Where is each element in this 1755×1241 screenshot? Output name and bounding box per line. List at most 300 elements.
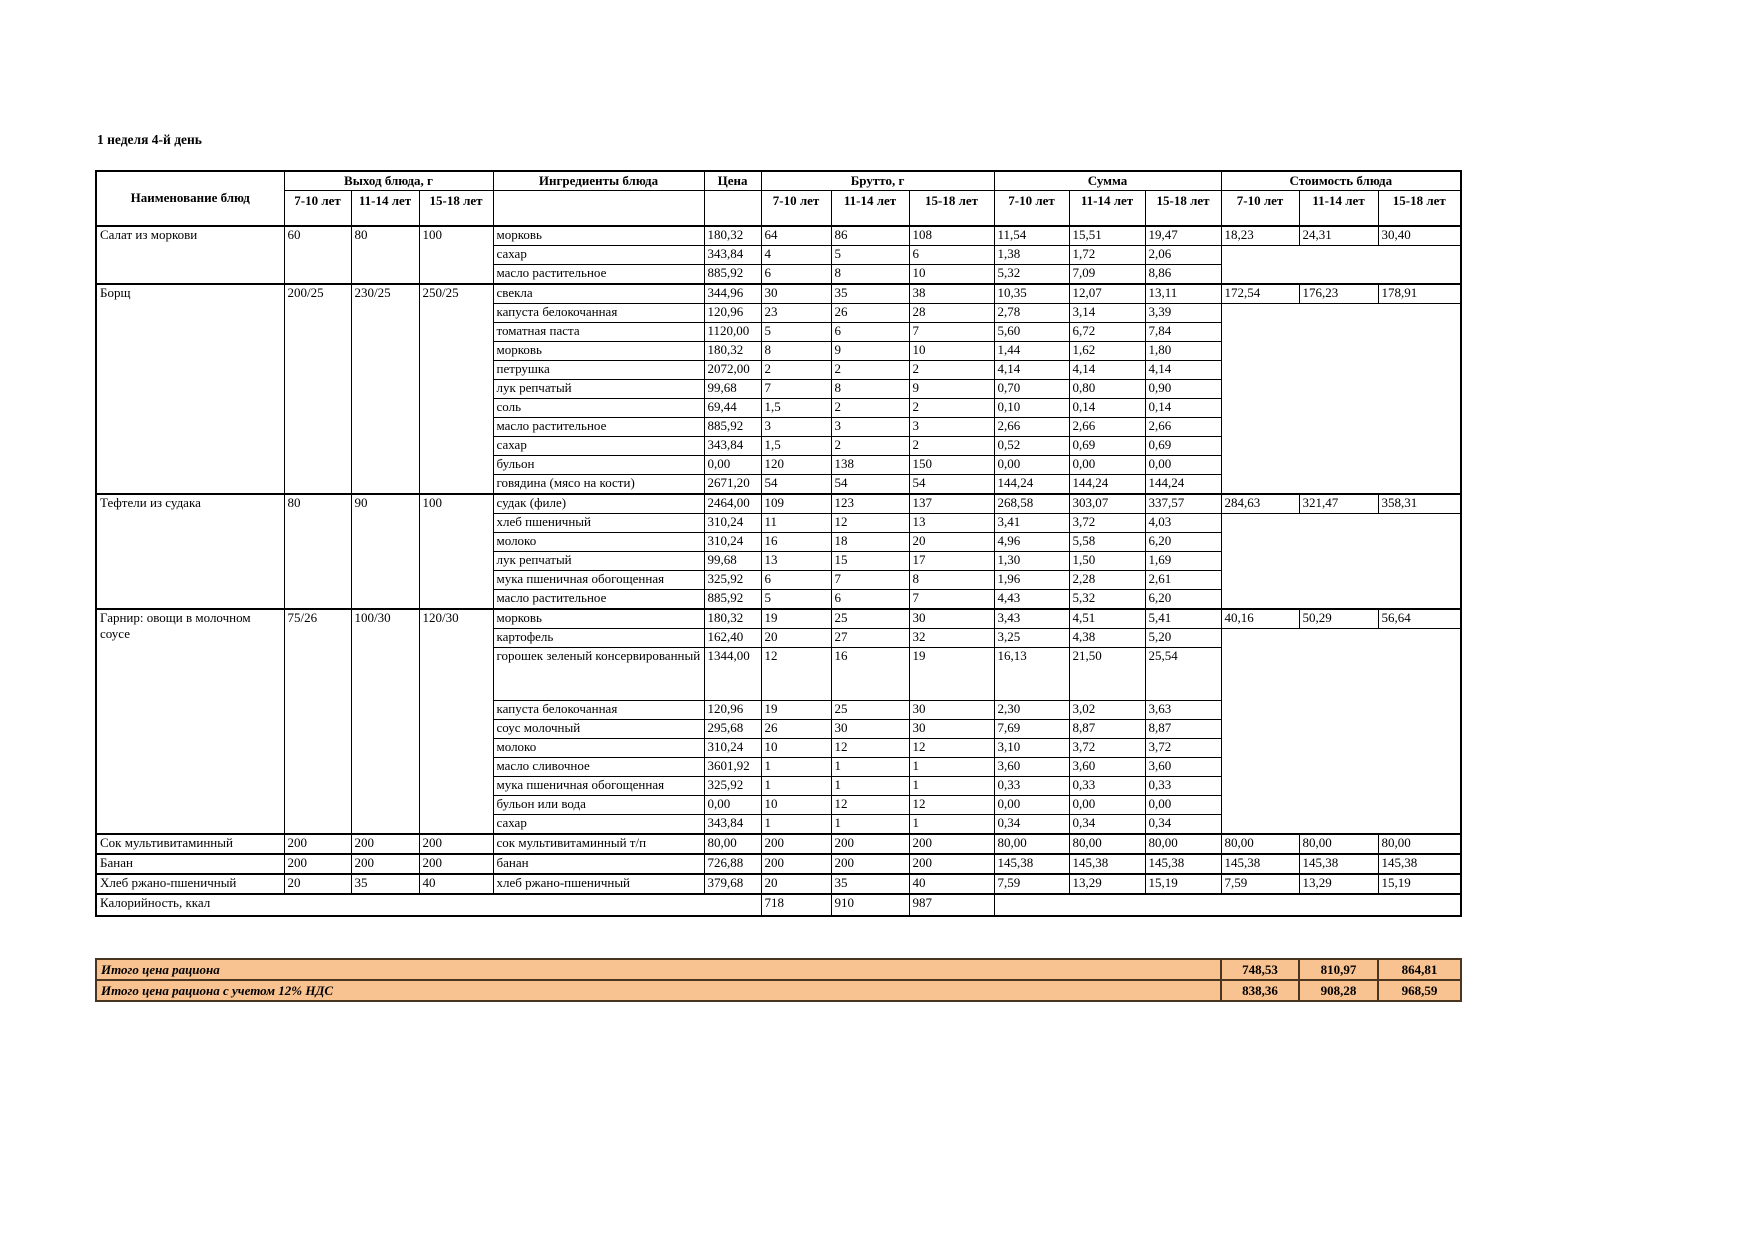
gross-cell: 1 bbox=[761, 814, 831, 834]
gross-cell: 23 bbox=[761, 303, 831, 322]
header-gross-age-2: 11-14 лет bbox=[831, 191, 909, 226]
cost-cell: 172,54 bbox=[1221, 284, 1299, 304]
gross-cell: 1 bbox=[761, 757, 831, 776]
sum-cell: 12,07 bbox=[1069, 284, 1145, 304]
gross-cell: 123 bbox=[831, 494, 909, 514]
ingredient-cell: горошек зеленый консервированный bbox=[493, 647, 704, 700]
ingredient-cell: соль bbox=[493, 398, 704, 417]
output-cell: 100 bbox=[419, 494, 493, 609]
gross-cell: 40 bbox=[909, 874, 994, 894]
sum-cell: 19,47 bbox=[1145, 226, 1221, 246]
gross-cell: 26 bbox=[831, 303, 909, 322]
gross-cell: 150 bbox=[909, 455, 994, 474]
gross-cell: 35 bbox=[831, 874, 909, 894]
ingredient-cell: говядина (мясо на кости) bbox=[493, 474, 704, 494]
cost-cell: 56,64 bbox=[1378, 609, 1461, 629]
price-cell: 343,84 bbox=[704, 436, 761, 455]
sum-cell: 0,00 bbox=[1145, 795, 1221, 814]
sum-cell: 4,51 bbox=[1069, 609, 1145, 629]
gross-cell: 19 bbox=[909, 647, 994, 700]
gross-cell: 54 bbox=[831, 474, 909, 494]
gross-cell: 10 bbox=[761, 795, 831, 814]
gross-cell: 200 bbox=[909, 854, 994, 874]
dish-name-cell: Тефтели из судака bbox=[96, 494, 284, 609]
gross-cell: 26 bbox=[761, 719, 831, 738]
gross-cell: 6 bbox=[761, 570, 831, 589]
ingredient-cell: молоко bbox=[493, 532, 704, 551]
gross-cell: 38 bbox=[909, 284, 994, 304]
sum-cell: 10,35 bbox=[994, 284, 1069, 304]
sum-cell: 0,14 bbox=[1145, 398, 1221, 417]
sum-cell: 6,72 bbox=[1069, 322, 1145, 341]
ingredient-cell: масло сливочное bbox=[493, 757, 704, 776]
sum-cell: 0,00 bbox=[1145, 455, 1221, 474]
price-cell: 325,92 bbox=[704, 570, 761, 589]
sum-cell: 15,51 bbox=[1069, 226, 1145, 246]
ingredient-cell: бульон bbox=[493, 455, 704, 474]
ingredient-cell: сахар bbox=[493, 245, 704, 264]
sum-cell: 3,10 bbox=[994, 738, 1069, 757]
cost-cell: 15,19 bbox=[1378, 874, 1461, 894]
cost-cell: 358,31 bbox=[1378, 494, 1461, 514]
sum-cell: 25,54 bbox=[1145, 647, 1221, 700]
header-output-age-3: 15-18 лет bbox=[419, 191, 493, 226]
ingredient-cell: соус молочный bbox=[493, 719, 704, 738]
sum-cell: 80,00 bbox=[1145, 834, 1221, 854]
sum-cell: 8,87 bbox=[1145, 719, 1221, 738]
price-cell: 310,24 bbox=[704, 513, 761, 532]
output-cell: 90 bbox=[351, 494, 419, 609]
cost-cell: 145,38 bbox=[1299, 854, 1378, 874]
gross-cell: 30 bbox=[909, 700, 994, 719]
sum-cell: 4,38 bbox=[1069, 628, 1145, 647]
gross-cell: 1 bbox=[831, 757, 909, 776]
sum-cell: 4,14 bbox=[1069, 360, 1145, 379]
output-cell: 75/26 bbox=[284, 609, 351, 834]
gross-cell: 6 bbox=[761, 264, 831, 284]
gross-cell: 3 bbox=[761, 417, 831, 436]
gross-cell: 1 bbox=[909, 757, 994, 776]
sum-cell: 5,41 bbox=[1145, 609, 1221, 629]
sum-cell: 1,50 bbox=[1069, 551, 1145, 570]
gross-cell: 25 bbox=[831, 609, 909, 629]
sum-cell: 144,24 bbox=[1145, 474, 1221, 494]
header-cost-group: Стоимость блюда bbox=[1221, 171, 1461, 191]
gross-cell: 6 bbox=[909, 245, 994, 264]
output-cell: 200 bbox=[419, 854, 493, 874]
totals-value: 864,81 bbox=[1378, 959, 1461, 980]
header-gross-age-3: 15-18 лет bbox=[909, 191, 994, 226]
sum-cell: 5,60 bbox=[994, 322, 1069, 341]
dish-name-cell: Салат из моркови bbox=[96, 226, 284, 284]
price-cell: 310,24 bbox=[704, 532, 761, 551]
sum-cell: 1,80 bbox=[1145, 341, 1221, 360]
gross-cell: 1,5 bbox=[761, 398, 831, 417]
gross-cell: 20 bbox=[761, 628, 831, 647]
calories-value-cell: 987 bbox=[909, 894, 994, 916]
output-cell: 80 bbox=[284, 494, 351, 609]
totals-vat-value: 908,28 bbox=[1299, 980, 1378, 1001]
gross-cell: 1 bbox=[909, 814, 994, 834]
sum-cell: 80,00 bbox=[1069, 834, 1145, 854]
ingredient-cell: масло растительное bbox=[493, 417, 704, 436]
sum-cell: 3,60 bbox=[1069, 757, 1145, 776]
header-row-ages bbox=[96, 191, 1461, 226]
sum-cell: 4,14 bbox=[1145, 360, 1221, 379]
gross-cell: 137 bbox=[909, 494, 994, 514]
cost-cell: 50,29 bbox=[1299, 609, 1378, 629]
price-cell: 99,68 bbox=[704, 551, 761, 570]
gross-cell: 8 bbox=[909, 570, 994, 589]
gross-cell: 200 bbox=[761, 854, 831, 874]
sum-cell: 0,34 bbox=[1069, 814, 1145, 834]
totals-row bbox=[96, 959, 1461, 980]
price-cell: 885,92 bbox=[704, 589, 761, 609]
gross-cell: 8 bbox=[831, 264, 909, 284]
header-cost-age-3: 15-18 лет bbox=[1378, 191, 1461, 226]
header-sum-group: Сумма bbox=[994, 171, 1221, 191]
sum-cell: 7,59 bbox=[994, 874, 1069, 894]
sum-cell: 80,00 bbox=[994, 834, 1069, 854]
ingredient-row bbox=[96, 226, 1461, 246]
sum-cell: 13,11 bbox=[1145, 284, 1221, 304]
page-title: 1 неделя 4-й день bbox=[97, 132, 202, 147]
gross-cell: 16 bbox=[831, 647, 909, 700]
gross-cell: 9 bbox=[831, 341, 909, 360]
gross-cell: 200 bbox=[761, 834, 831, 854]
gross-cell: 20 bbox=[761, 874, 831, 894]
price-cell: 379,68 bbox=[704, 874, 761, 894]
price-cell: 99,68 bbox=[704, 379, 761, 398]
gross-cell: 25 bbox=[831, 700, 909, 719]
sum-cell: 1,62 bbox=[1069, 341, 1145, 360]
sum-cell: 1,38 bbox=[994, 245, 1069, 264]
output-cell: 35 bbox=[351, 874, 419, 894]
gross-cell: 35 bbox=[831, 284, 909, 304]
gross-cell: 30 bbox=[909, 609, 994, 629]
sum-cell: 2,06 bbox=[1145, 245, 1221, 264]
sum-cell: 1,69 bbox=[1145, 551, 1221, 570]
gross-cell: 10 bbox=[761, 738, 831, 757]
sum-cell: 0,00 bbox=[994, 455, 1069, 474]
sum-cell: 8,87 bbox=[1069, 719, 1145, 738]
sum-cell: 3,60 bbox=[994, 757, 1069, 776]
ingredient-cell: морковь bbox=[493, 609, 704, 629]
header-sum-age-2: 11-14 лет bbox=[1069, 191, 1145, 226]
header-gross-age-1: 7-10 лет bbox=[761, 191, 831, 226]
totals-vat-row bbox=[96, 980, 1461, 1001]
price-cell: 295,68 bbox=[704, 719, 761, 738]
sum-cell: 3,02 bbox=[1069, 700, 1145, 719]
price-cell: 325,92 bbox=[704, 776, 761, 795]
cost-cell: 321,47 bbox=[1299, 494, 1378, 514]
gross-cell: 2 bbox=[909, 360, 994, 379]
sum-cell: 3,43 bbox=[994, 609, 1069, 629]
sum-cell: 6,20 bbox=[1145, 532, 1221, 551]
gross-cell: 200 bbox=[909, 834, 994, 854]
sum-cell: 4,14 bbox=[994, 360, 1069, 379]
output-cell: 200 bbox=[284, 834, 351, 854]
gross-cell: 27 bbox=[831, 628, 909, 647]
gross-cell: 17 bbox=[909, 551, 994, 570]
sum-cell: 5,32 bbox=[1069, 589, 1145, 609]
price-cell: 180,32 bbox=[704, 341, 761, 360]
sum-cell: 7,84 bbox=[1145, 322, 1221, 341]
sum-cell: 3,63 bbox=[1145, 700, 1221, 719]
ingredient-cell: капуста белокочанная bbox=[493, 700, 704, 719]
cost-cell: 24,31 bbox=[1299, 226, 1378, 246]
header-price-empty bbox=[704, 191, 761, 226]
sum-cell: 11,54 bbox=[994, 226, 1069, 246]
ingredient-cell: морковь bbox=[493, 226, 704, 246]
sum-cell: 4,43 bbox=[994, 589, 1069, 609]
price-cell: 120,96 bbox=[704, 700, 761, 719]
dish-name-cell: Банан bbox=[96, 854, 284, 874]
totals-label: Итого цена рациона bbox=[96, 959, 1221, 980]
price-cell: 885,92 bbox=[704, 417, 761, 436]
cost-cell: 80,00 bbox=[1221, 834, 1299, 854]
sum-cell: 2,30 bbox=[994, 700, 1069, 719]
sum-cell: 1,96 bbox=[994, 570, 1069, 589]
sum-cell: 0,00 bbox=[1069, 795, 1145, 814]
sum-cell: 337,57 bbox=[1145, 494, 1221, 514]
sum-cell: 0,52 bbox=[994, 436, 1069, 455]
gross-cell: 7 bbox=[831, 570, 909, 589]
ingredient-cell: бульон или вода bbox=[493, 795, 704, 814]
gross-cell: 2 bbox=[831, 360, 909, 379]
gross-cell: 18 bbox=[831, 532, 909, 551]
price-cell: 2464,00 bbox=[704, 494, 761, 514]
output-cell: 250/25 bbox=[419, 284, 493, 494]
sum-cell: 2,66 bbox=[1069, 417, 1145, 436]
sum-cell: 3,39 bbox=[1145, 303, 1221, 322]
gross-cell: 30 bbox=[831, 719, 909, 738]
sum-cell: 0,00 bbox=[994, 795, 1069, 814]
gross-cell: 15 bbox=[831, 551, 909, 570]
sum-cell: 2,66 bbox=[1145, 417, 1221, 436]
sum-cell: 3,14 bbox=[1069, 303, 1145, 322]
sum-cell: 16,13 bbox=[994, 647, 1069, 700]
dish-name-cell: Хлеб ржано-пшеничный bbox=[96, 874, 284, 894]
ingredient-cell: масло растительное bbox=[493, 589, 704, 609]
cost-cell: 145,38 bbox=[1378, 854, 1461, 874]
sum-cell: 5,32 bbox=[994, 264, 1069, 284]
output-cell: 200 bbox=[284, 854, 351, 874]
price-cell: 1344,00 bbox=[704, 647, 761, 700]
price-cell: 180,32 bbox=[704, 609, 761, 629]
gross-cell: 28 bbox=[909, 303, 994, 322]
sum-cell: 0,69 bbox=[1145, 436, 1221, 455]
sum-cell: 0,10 bbox=[994, 398, 1069, 417]
sum-cell: 0,33 bbox=[1069, 776, 1145, 795]
output-cell: 60 bbox=[284, 226, 351, 284]
sum-cell: 0,90 bbox=[1145, 379, 1221, 398]
sum-cell: 303,07 bbox=[1069, 494, 1145, 514]
price-cell: 80,00 bbox=[704, 834, 761, 854]
gross-cell: 5 bbox=[761, 322, 831, 341]
cost-cell: 80,00 bbox=[1299, 834, 1378, 854]
gross-cell: 108 bbox=[909, 226, 994, 246]
ingredient-cell: петрушка bbox=[493, 360, 704, 379]
gross-cell: 2 bbox=[909, 398, 994, 417]
ingredient-cell: морковь bbox=[493, 341, 704, 360]
header-price: Цена bbox=[704, 171, 761, 191]
ingredient-row bbox=[96, 609, 1461, 629]
totals-vat-label: Итого цена рациона с учетом 12% НДС bbox=[96, 980, 1221, 1001]
ingredient-cell: томатная паста bbox=[493, 322, 704, 341]
sum-cell: 0,34 bbox=[1145, 814, 1221, 834]
sum-cell: 0,00 bbox=[1069, 455, 1145, 474]
header-dish-name: Наименование блюд bbox=[96, 171, 284, 226]
ingredient-cell: мука пшеничная обогощенная bbox=[493, 776, 704, 795]
output-cell: 120/30 bbox=[419, 609, 493, 834]
dish-name-cell: Борщ bbox=[96, 284, 284, 494]
output-cell: 200 bbox=[351, 854, 419, 874]
gross-cell: 1 bbox=[761, 776, 831, 795]
gross-cell: 30 bbox=[909, 719, 994, 738]
ingredient-row bbox=[96, 494, 1461, 514]
totals-vat-value: 968,59 bbox=[1378, 980, 1461, 1001]
gross-cell: 5 bbox=[831, 245, 909, 264]
header-ingredients: Ингредиенты блюда bbox=[493, 171, 704, 191]
gross-cell: 109 bbox=[761, 494, 831, 514]
sum-cell: 145,38 bbox=[994, 854, 1069, 874]
gross-cell: 5 bbox=[761, 589, 831, 609]
price-cell: 162,40 bbox=[704, 628, 761, 647]
calories-value-cell: 910 bbox=[831, 894, 909, 916]
price-cell: 726,88 bbox=[704, 854, 761, 874]
gross-cell: 1 bbox=[909, 776, 994, 795]
sum-cell: 144,24 bbox=[994, 474, 1069, 494]
gross-cell: 12 bbox=[909, 738, 994, 757]
gross-cell: 2 bbox=[831, 398, 909, 417]
ingredient-cell: свекла bbox=[493, 284, 704, 304]
cost-merged-cell bbox=[1221, 303, 1461, 494]
gross-cell: 6 bbox=[831, 589, 909, 609]
price-cell: 344,96 bbox=[704, 284, 761, 304]
ingredient-cell: банан bbox=[493, 854, 704, 874]
menu-table bbox=[95, 170, 1462, 917]
sum-cell: 2,61 bbox=[1145, 570, 1221, 589]
gross-cell: 9 bbox=[909, 379, 994, 398]
sum-cell: 1,44 bbox=[994, 341, 1069, 360]
header-output-age-2: 11-14 лет bbox=[351, 191, 419, 226]
output-cell: 40 bbox=[419, 874, 493, 894]
header-output-age-1: 7-10 лет bbox=[284, 191, 351, 226]
gross-cell: 1 bbox=[831, 814, 909, 834]
ingredient-cell: хлеб ржано-пшеничный bbox=[493, 874, 704, 894]
gross-cell: 120 bbox=[761, 455, 831, 474]
totals-vat-value: 838,36 bbox=[1221, 980, 1299, 1001]
totals-value: 810,97 bbox=[1299, 959, 1378, 980]
price-cell: 2072,00 bbox=[704, 360, 761, 379]
output-cell: 200 bbox=[351, 834, 419, 854]
gross-cell: 1 bbox=[831, 776, 909, 795]
dish-name-cell: Сок мультивитаминный bbox=[96, 834, 284, 854]
gross-cell: 200 bbox=[831, 834, 909, 854]
header-sum-age-1: 7-10 лет bbox=[994, 191, 1069, 226]
ingredient-cell: мука пшеничная обогощенная bbox=[493, 570, 704, 589]
sum-cell: 5,20 bbox=[1145, 628, 1221, 647]
gross-cell: 8 bbox=[831, 379, 909, 398]
gross-cell: 32 bbox=[909, 628, 994, 647]
gross-cell: 2 bbox=[761, 360, 831, 379]
gross-cell: 2 bbox=[909, 436, 994, 455]
cost-cell: 284,63 bbox=[1221, 494, 1299, 514]
gross-cell: 11 bbox=[761, 513, 831, 532]
price-cell: 2671,20 bbox=[704, 474, 761, 494]
ingredient-cell: сахар bbox=[493, 436, 704, 455]
sum-cell: 1,72 bbox=[1069, 245, 1145, 264]
sum-cell: 0,80 bbox=[1069, 379, 1145, 398]
ingredient-row bbox=[96, 854, 1461, 874]
calories-label-cell: Калорийность, ккал bbox=[96, 894, 761, 916]
sum-cell: 145,38 bbox=[1145, 854, 1221, 874]
gross-cell: 10 bbox=[909, 341, 994, 360]
sum-cell: 3,60 bbox=[1145, 757, 1221, 776]
gross-cell: 7 bbox=[761, 379, 831, 398]
gross-cell: 3 bbox=[831, 417, 909, 436]
gross-cell: 19 bbox=[761, 700, 831, 719]
sum-cell: 268,58 bbox=[994, 494, 1069, 514]
ingredient-cell: молоко bbox=[493, 738, 704, 757]
calories-value-cell: 718 bbox=[761, 894, 831, 916]
output-cell: 100 bbox=[419, 226, 493, 284]
output-cell: 200 bbox=[419, 834, 493, 854]
ingredient-cell: хлеб пшеничный bbox=[493, 513, 704, 532]
cost-cell: 145,38 bbox=[1221, 854, 1299, 874]
header-gross-group: Брутто, г bbox=[761, 171, 994, 191]
sum-cell: 0,33 bbox=[1145, 776, 1221, 795]
sum-cell: 0,14 bbox=[1069, 398, 1145, 417]
gross-cell: 86 bbox=[831, 226, 909, 246]
ingredient-cell: лук репчатый bbox=[493, 379, 704, 398]
ingredient-row bbox=[96, 874, 1461, 894]
price-cell: 3601,92 bbox=[704, 757, 761, 776]
sum-cell: 7,09 bbox=[1069, 264, 1145, 284]
ingredient-cell: судак (филе) bbox=[493, 494, 704, 514]
sum-cell: 145,38 bbox=[1069, 854, 1145, 874]
sum-cell: 21,50 bbox=[1069, 647, 1145, 700]
gross-cell: 20 bbox=[909, 532, 994, 551]
ingredient-row bbox=[96, 284, 1461, 304]
price-cell: 120,96 bbox=[704, 303, 761, 322]
totals-table bbox=[95, 958, 1462, 1002]
ingredient-cell: лук репчатый bbox=[493, 551, 704, 570]
gross-cell: 13 bbox=[909, 513, 994, 532]
sum-cell: 3,72 bbox=[1145, 738, 1221, 757]
gross-cell: 30 bbox=[761, 284, 831, 304]
price-cell: 1120,00 bbox=[704, 322, 761, 341]
header-row-groups bbox=[96, 171, 1461, 191]
sum-cell: 4,03 bbox=[1145, 513, 1221, 532]
gross-cell: 54 bbox=[909, 474, 994, 494]
ingredient-cell: картофель bbox=[493, 628, 704, 647]
gross-cell: 8 bbox=[761, 341, 831, 360]
cost-cell: 7,59 bbox=[1221, 874, 1299, 894]
totals-value: 748,53 bbox=[1221, 959, 1299, 980]
gross-cell: 12 bbox=[831, 513, 909, 532]
price-cell: 310,24 bbox=[704, 738, 761, 757]
sum-cell: 8,86 bbox=[1145, 264, 1221, 284]
gross-cell: 2 bbox=[831, 436, 909, 455]
menu-table-body bbox=[96, 226, 1461, 916]
ingredient-cell: сок мультивитаминный т/п bbox=[493, 834, 704, 854]
header-output-group: Выход блюда, г bbox=[284, 171, 493, 191]
gross-cell: 64 bbox=[761, 226, 831, 246]
cost-merged-cell bbox=[1221, 513, 1461, 609]
cost-cell: 18,23 bbox=[1221, 226, 1299, 246]
